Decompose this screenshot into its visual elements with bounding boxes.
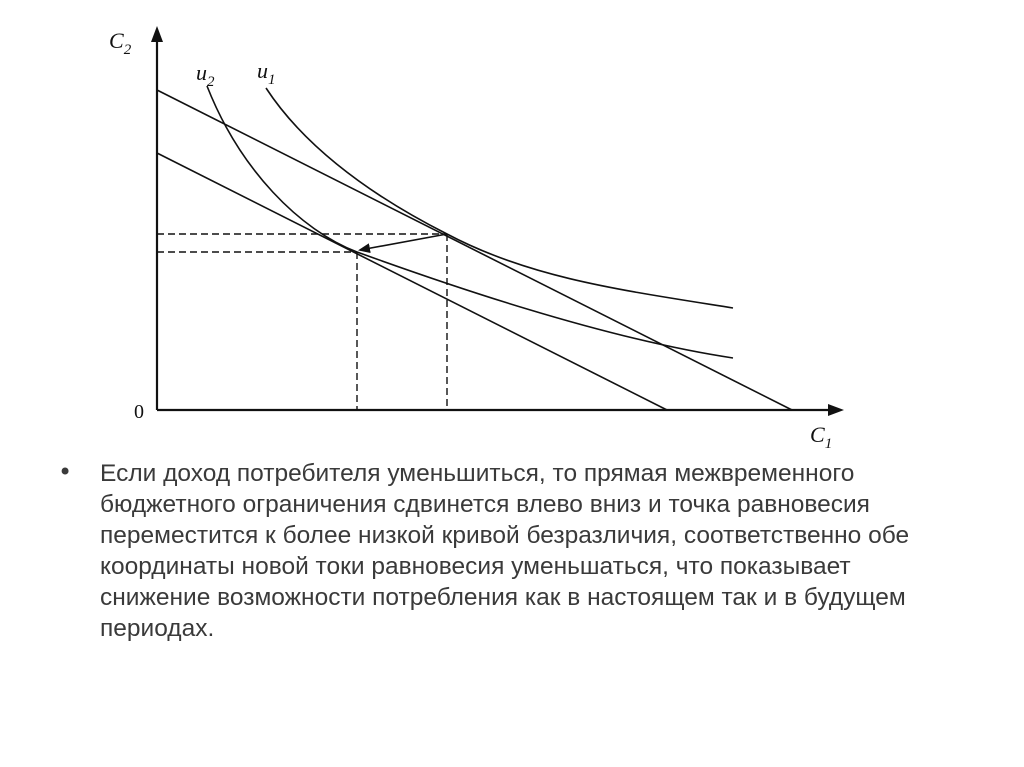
bullet-text: Если доход потребителя уменьшиться, то прямая межвременного бюджетного ограничения сдвинется влево вниз и точка равновесия переместится к более низкой кривой безразличия, соответственно обе координаты новой токи равновесия уменьшаться, что показывает снижение возможности потребления как в настоящем так и в будущем периодах. [100, 460, 910, 642]
budget-line-reduced [157, 153, 667, 410]
equilibrium-shift-arrow [360, 234, 447, 250]
origin-label: 0 [134, 401, 144, 423]
indifference-curve-u1 [266, 88, 733, 308]
y-axis-arrowhead [151, 26, 163, 42]
y-axis-label: $C_2$ [109, 28, 132, 58]
x-axis-arrowhead [828, 404, 844, 416]
x-axis-label: $C_1$ [810, 422, 833, 450]
curve-u2-label: $u_2$ [196, 60, 215, 90]
budget-line-original [157, 90, 792, 410]
indifference-curve-u2 [207, 86, 733, 358]
curve-u1-label: $u_1$ [257, 58, 276, 88]
bullet-symbol: • [58, 458, 73, 486]
